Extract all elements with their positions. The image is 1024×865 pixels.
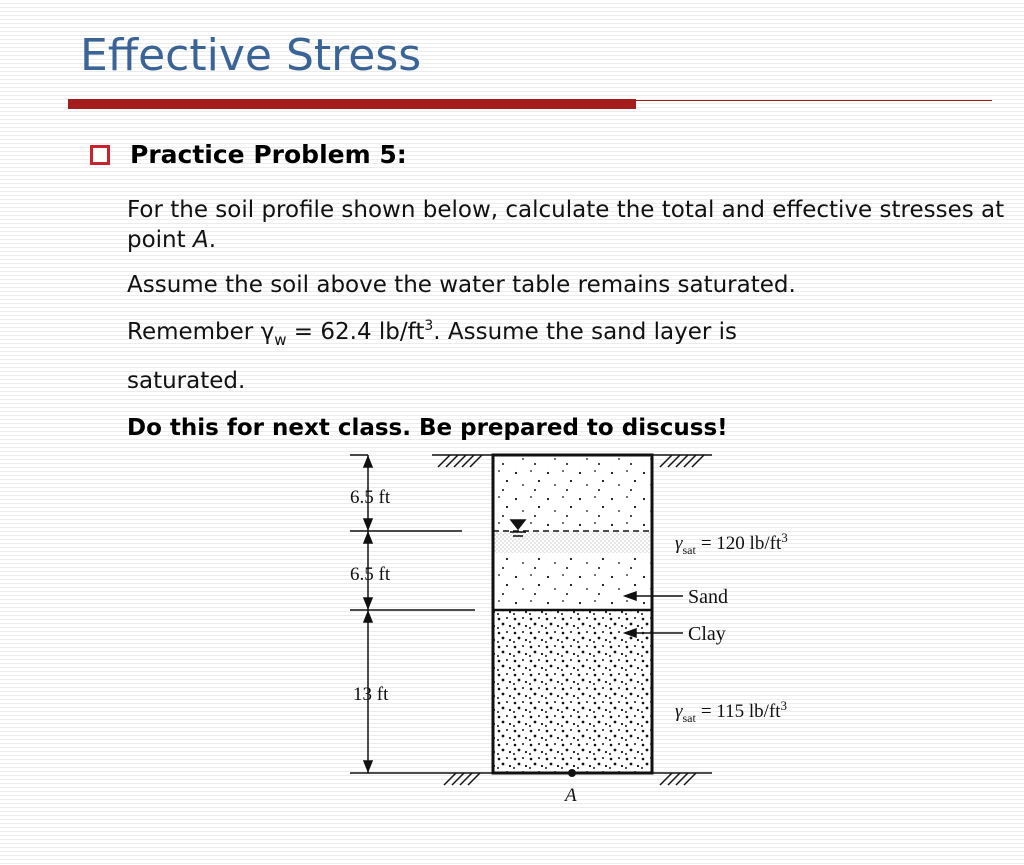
dim-label-2: 6.5 ft — [350, 564, 391, 585]
sand-cube-sup: 3 — [781, 530, 788, 545]
assumption-text: Assume the soil above the water table remains saturated. — [127, 272, 796, 298]
gamma-symbol: γ — [675, 533, 683, 554]
sand-layer-lower — [493, 553, 652, 610]
sand-label: Sand — [688, 586, 728, 608]
point-a-marker — [568, 769, 576, 777]
remember-text: Remember γ — [127, 319, 275, 345]
saturated-text: saturated. — [127, 368, 246, 394]
gamma-symbol-clay: γ — [675, 701, 683, 722]
gamma-sand-value: = 120 lb/ft — [700, 533, 782, 554]
gamma-sand-label — [675, 530, 788, 557]
point-a-ref: A — [192, 227, 209, 253]
water-subscript: w — [274, 331, 287, 349]
sand-assumption-text: . Assume the sand layer is — [433, 319, 738, 345]
dim-label-3: 13 ft — [353, 684, 389, 705]
clay-label: Clay — [688, 623, 726, 645]
sat-subscript-clay: sat — [682, 711, 696, 725]
point-a-label: A — [565, 785, 577, 806]
cube-superscript: 3 — [424, 318, 434, 334]
statement-end: . — [208, 227, 217, 253]
capillary-zone — [493, 531, 652, 553]
value-text: = 62.4 lb/ft — [286, 319, 425, 345]
statement-text: For the soil profile shown below, calculate the total and effective stresses at point — [127, 197, 1005, 253]
gamma-clay-value: = 115 lb/ft — [700, 701, 781, 722]
sat-subscript: sat — [682, 543, 696, 557]
slide-title: Effective Stress — [80, 30, 422, 81]
problem-heading: Practice Problem 5: — [130, 140, 407, 169]
dim-label-1: 6.5 ft — [350, 487, 391, 508]
clay-cube-sup: 3 — [780, 698, 788, 713]
homework-note: Do this for next class. Be prepared to discuss! — [127, 415, 728, 441]
gamma-clay-label — [675, 698, 787, 725]
